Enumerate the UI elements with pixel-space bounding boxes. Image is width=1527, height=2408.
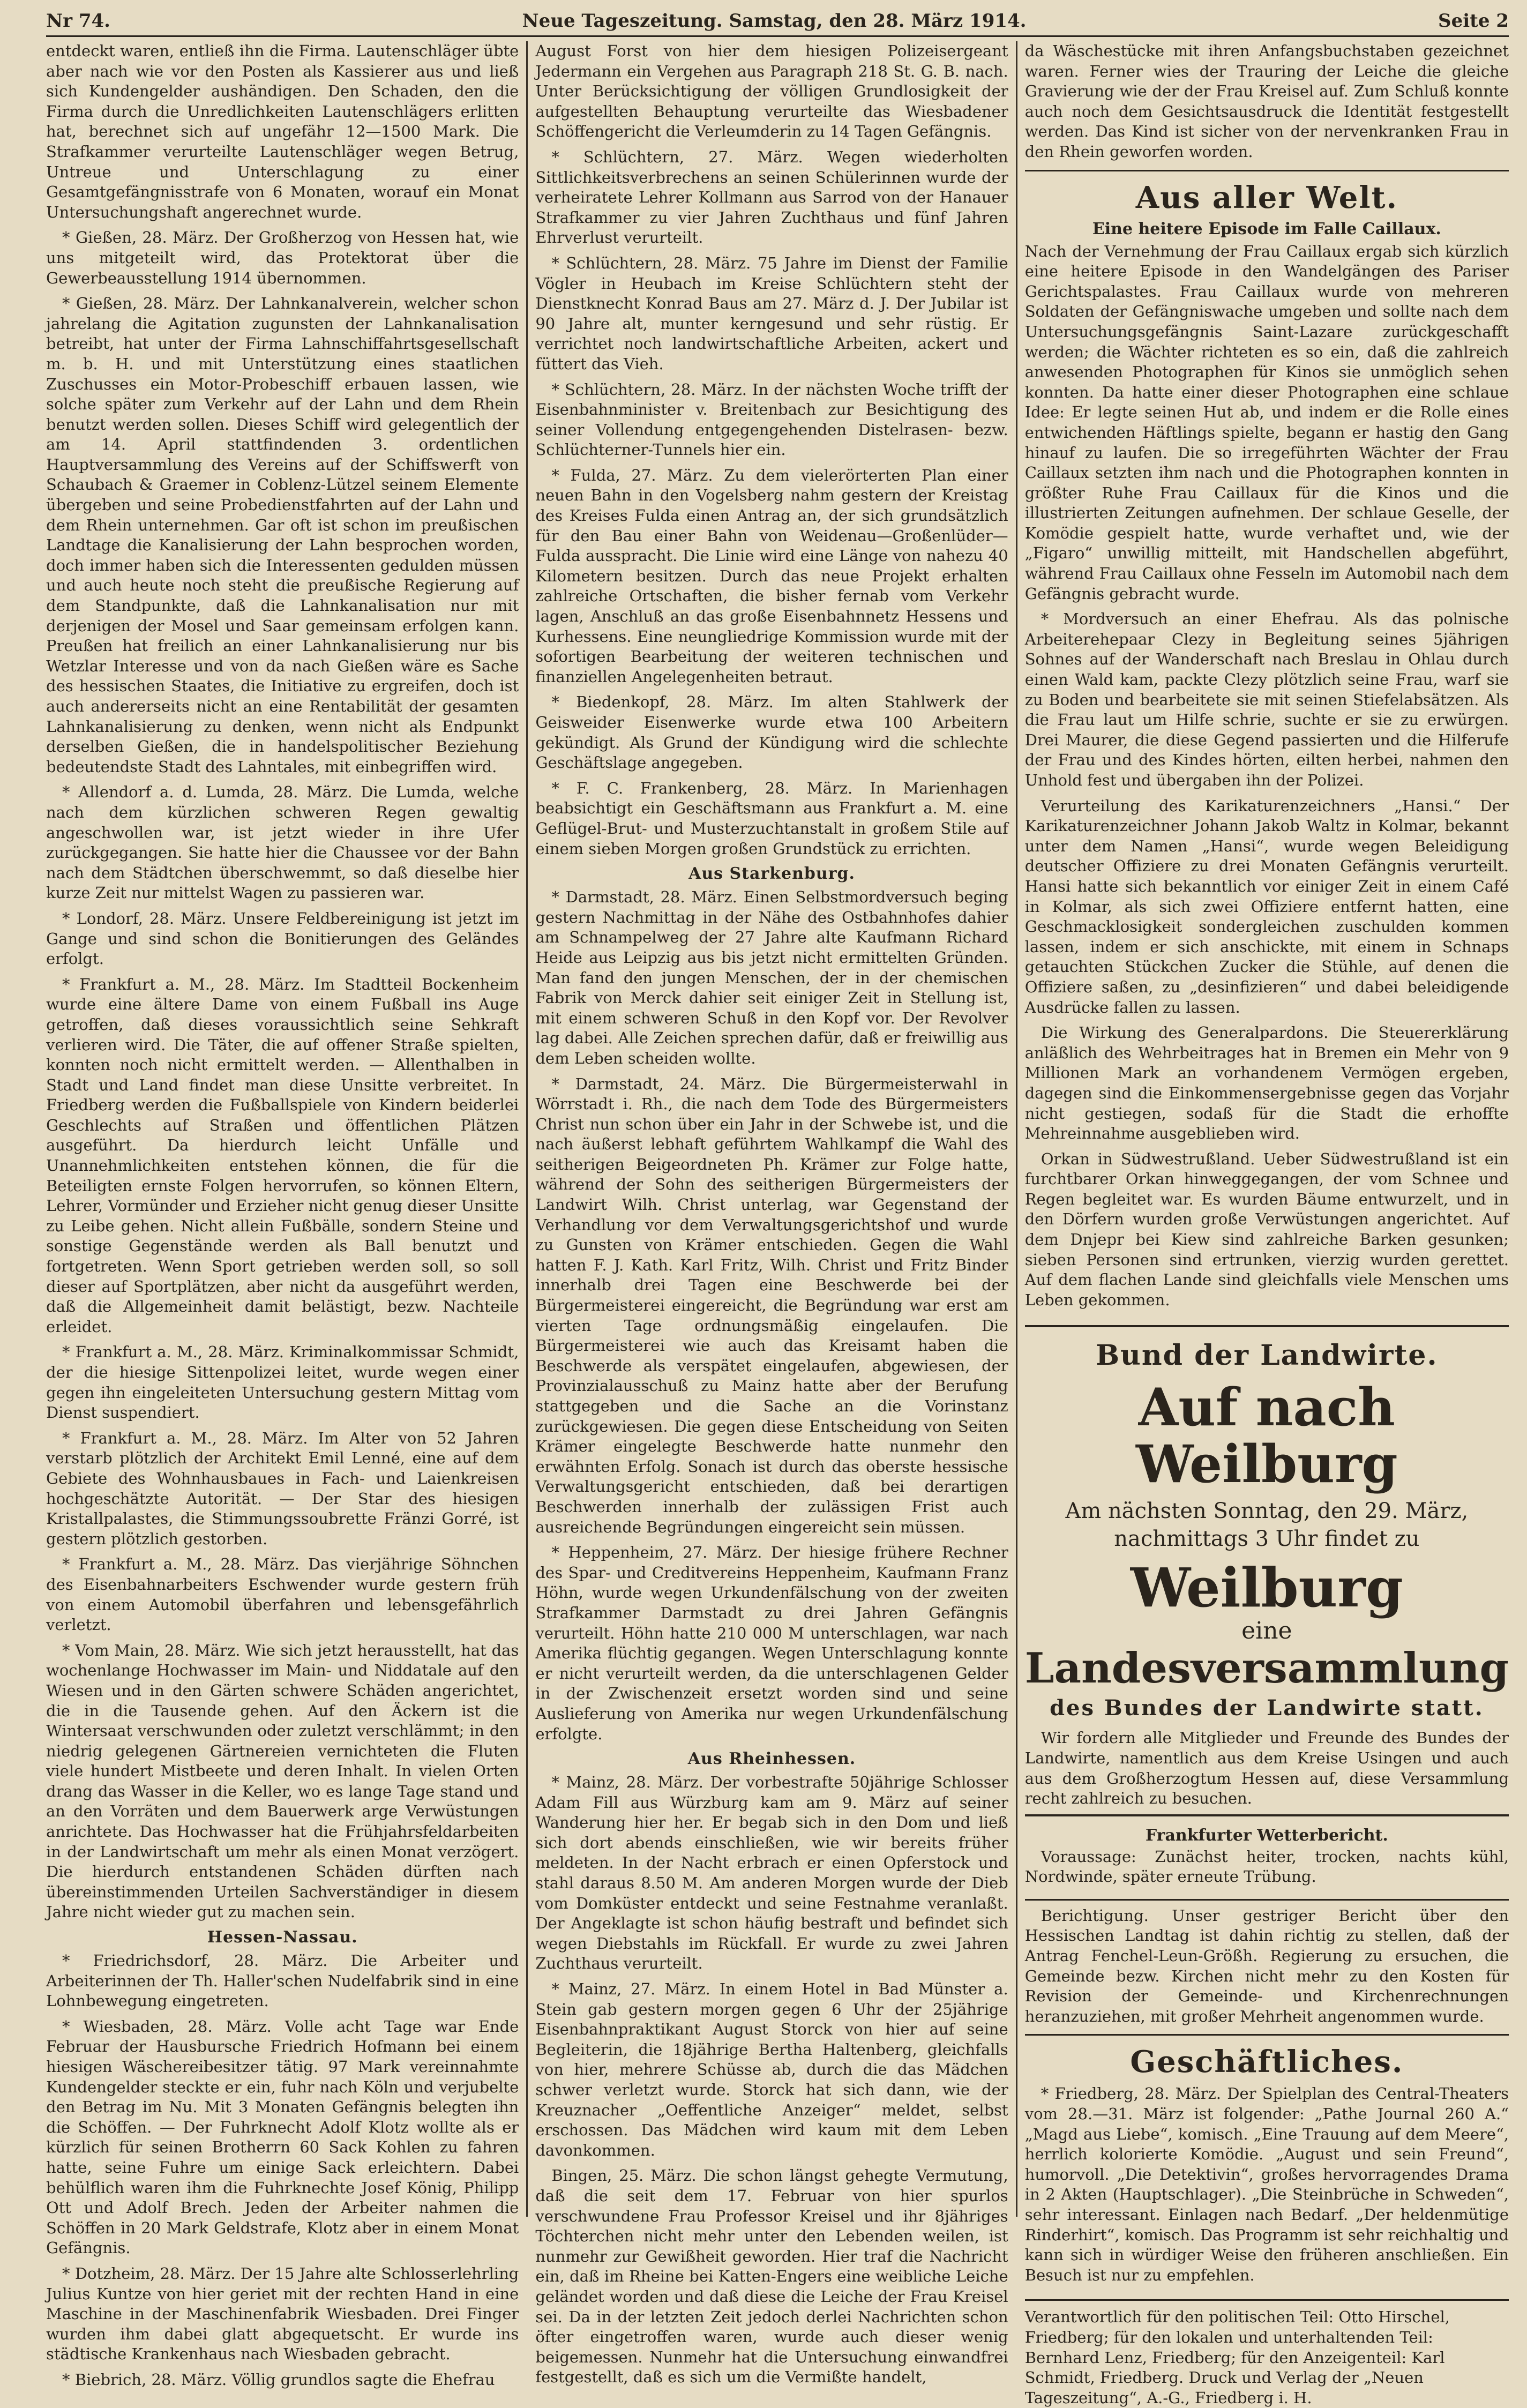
news-item: * Frankfurt a. M., 28. März. Im Stadtteil Bockenheim wurde eine ältere Dame von einem Fußball ins Auge getroffen, daß dieses voraussichtlich seine Sehkraft verlieren wird. Die Täter, die auf offener Straße spielten, konnten noch nicht ermittelt werden. — Allenthalben in Stadt und Land findet man diese Unsitte verbreitet. In Friedberg werden die Fußballspiele von Kindern beiderlei Geschlechts auf Straßen und öffentlichen Plätzen ausgeführt. Da hierdurch leicht Unfälle und Unannehmlichkeiten entstehen können, die für die Beteiligten ernste Folgen hervorrufen, so können Eltern, Lehrer, Vormünder und Erzieher nicht genug dieser Unsitte zu Leibe gehen. Nicht allein Fußbälle, sondern Steine und sonstige Gegenstände werden als Ball benutzt und fortgetreten. Wenn Sport getrieben werden soll, so soll dieser auf Sportplätzen, aber nicht da ausgeführt werden, daß die Allgemeinheit damit belästigt, bezw. Nachteile erleidet. <box>46 975 519 1336</box>
news-item: * Biedenkopf, 28. März. Im alten Stahlwerk der Geisweider Eisenwerke wurde etwa 100 Arbeitern gekündigt. Als Grund der Kündigung wird die schlechte Geschäftslage angegeben. <box>535 693 1008 772</box>
column-1 <box>46 41 519 2389</box>
news-item: * Schlüchtern, 27. März. Wegen wiederholten Sittlichkeitsverbrechens an seinen Schülerinnen wurde der verheiratete Lehrer Kollmann aus Sarrod von der Hanauer Strafkammer zu vier Jahren Zuchthaus und fünf Jahren Ehrverlust verurteilt. <box>535 147 1008 247</box>
world-news-list <box>1025 242 1509 1311</box>
section-heading: Aus Starkenburg. <box>688 864 855 884</box>
news-item: Verurteilung des Karikaturenzeichners „Hansi.“ Der Karikaturenzeichner Johann Jakob Waltz in Kolmar, bekannt unter dem Namen „Hansi“, wurde wegen Beleidigung deutscher Offiziere zu drei Monaten Gefängnis verurteilt. Hansi hatte sich bekanntlich vor einiger Zeit in einem Café in Kolmar, als sich zwei Offiziere entfernt hatten, eine Geschmacklosigkeit sondergleichen zuschulden kommen lassen, indem er sich anschickte, mit einem in Schnaps getauchten Stückchen Zucker die Stühle, auf denen die Offiziere saßen, zu „desinfizieren“ und dabei beleidigende Ausdrücke fallen zu lassen. <box>1024 796 1509 1016</box>
column-2 <box>526 41 1008 2387</box>
news-item: * Heppenheim, 27. März. Der hiesige frühere Rechner des Spar- und Creditvereins Heppenheim, Kaufmann Franz Höhn, wurde wegen Urkundenfälschung von der zweiten Strafkammer Darmstadt zu drei Jahren Gefängnis verurteilt. Höhn hatte 210 000 M unterschlagen, war nach Amerika flüchtig gegangen. Wegen Unterschlagung konnte er nicht verurteilt werden, da die unterschlagenen Gelder in der Zwischenzeit ersetzt worden sind und seine Auslieferung von Amerika nur wegen Urkundenfälschung erfolgte. <box>535 1543 1008 1743</box>
columns <box>46 41 1509 2407</box>
news-item: * Friedrichsdorf, 28. März. Die Arbeiter und Arbeiterinnen der Th. Haller'schen Nudelfabrik sind in eine Lohnbewegung eingetreten. <box>46 1951 519 2010</box>
news-item: * Darmstadt, 28. März. Einen Selbstmordversuch beging gestern Nachmittag in der Nähe des Ostbahnhofes dahier am Schnampelweg der 27 Jahre alte Kaufmann Richard Heide aus Leipzig aus bis jetzt nicht ermittelten Gründen. Man fand den jungen Menschen, der in der chemischen Fabrik von Merck dahier seit einiger Zeit in Stellung ist, mit einem schweren Schuß in den Kopf vor. Der Revolver lag dabei. Alle Zeichen sprechen dafür, daß er freiwillig aus dem Leben scheiden wollte. <box>535 888 1008 1067</box>
news-item: * Mordversuch an einer Ehefrau. Als das polnische Arbeiterehepaar Clezy in Begleitung seines 5jährigen Sohnes auf der Wanderschaft nach Breslau in Ohlau durch einen Wald kam, packte Clezy plötzlich seine Frau, warf sie zu Boden und bearbeitete sie mit seinen Stiefelabsätzen. Als die Frau laut um Hilfe schrie, suchte er sie zu erwürgen. Drei Maurer, die diese Gegend passierten und die Hilferufe der Frau und des Kindes hörten, eilten herbei, nahmen den Unhold fest und übergaben ihn der Polizei. <box>1024 610 1509 789</box>
issue-number: Nr 74. <box>46 10 110 32</box>
news-item: * Fulda, 27. März. Zu dem vielerörterten Plan einer neuen Bahn in den Vogelsberg nahm gestern der Kreistag des Kreises Fulda einen Antrag an, der sich grundsätzlich für den Bau einer Bahn von Weidenau—Großenlüder—Fulda ausspracht. Die Linie wird eine Länge von nahezu 40 Kilometern besitzen. Durch das neue Projekt erhalten zahlreiche Ortschaften, die bisher fernab vom Verkehr lagen, Anschluß an das große Eisenbahnnetz Hessens und Kurhessens. Eine neungliedrige Kommission wurde mit der sofortigen Bearbeitung der weiteren technischen und finanziellen Angelegenheiten betraut. <box>535 466 1008 686</box>
page-number: Seite 2 <box>1438 10 1509 32</box>
masthead-title: Neue Tageszeitung. Samstag, den 28. März 1914. <box>522 10 1027 32</box>
news-item: * Gießen, 28. März. Der Lahnkanalverein, welcher schon jahrelang die Agitation zugunsten der Lahnkanalisation betreibt, hat unter der Firma Lahnschiffahrtsgesellschaft m. b. H. und mit Unterstützung eines staatlichen Zuschusses ein Motor-Probeschiff erbauen lassen, wie solche später zum Verkehr auf der Lahn und dem Rhein benutzt werden sollen. Dieses Schiff wird gelegentlich der am 14. April stattfindenden 3. ordentlichen Hauptversammlung des Vereins auf der Schiffswerft von Schaubach & Graemer in Coblenz-Lützel seinem Elemente übergeben und seine Probedienstfahrten auf der Lahn und dem Rhein unternehmen. Gar oft ist schon im preußischen Landtage die Kanalisierung der Lahn besprochen worden, doch immer haben sich die Interessenten gedulden müssen und auch heute noch steht die preußische Regierung auf dem Standpunkte, daß die Lahnkanalisation nur mit derjenigen der Mosel und Saar gemeinsam erfolgen kann. Preußen hat freilich an einer Lahnkanalisierung nur bis Wetzlar Interesse und von da nach Gießen wäre es Sache des hessischen Staates, die Initiative zu ergreifen, doch ist auch andererseits nicht an eine Rentabilität der gesamten Lahnkanalisierung zu denken, wenn nicht als Endpunkt derselben Gießen, die in handelspolitischer Beziehung bedeutendste Stadt des Lahntales, mit einbegriffen wird. <box>46 294 519 776</box>
news-item: * Frankfurt a. M., 28. März. Das vierjährige Söhnchen des Eisenbahnarbeiters Eschwender wurde gestern früh von einem Automobil überfahren und lebensgefährlich verletzt. <box>46 1555 519 1634</box>
ad-article: eine <box>1241 1617 1292 1644</box>
imprint: Verantwortlich für den politischen Teil: Otto Hirschel, Friedberg; für den lokalen und unterhaltenden Teil: Bernhard Lenz, Friedberg; für den Anzeigenteil: Karl Schmidt, Friedberg. Druck und Verlag der „Neuen Tageszeitung“, A.-G., Friedberg i. H. <box>1025 2299 1509 2408</box>
section-heading: Aus Rheinhessen. <box>687 1749 856 1769</box>
news-item: Nach der Vernehmung der Frau Caillaux ergab sich kürzlich eine heitere Episode in den Wandelgängen des Pariser Gerichtspalastes. Frau Caillaux wurde von mehreren Soldaten der Gefängniswache umgeben und sollte nach dem Untersuchungsgefängnis Saint-Lazare zurückgeschafft werden; die Wächter richteten es so ein, daß die zahlreich anwesenden Photographen für Kinos sie unmöglich sehen konnten. Da hatte einer dieser Photographen eine schlaue Idee: Er legte seinen Hut ab, und indem er die Rolle eines entwichenden Häftlings spielte, begann er hastig den Gang hinauf zu laufen. Die so irregeführten Wächter der Frau Caillaux setzten ihm nach und die Photographen konnten in größter Ruhe Frau Caillaux für die Kinos und die illustrierten Zeitungen aufnehmen. Der schlaue Geselle, der Komödie gespielt hatte, wurde verhaftet und, wie der „Figaro“ unwillig mitteilt, mit Handschellen abgeführt, während Frau Caillaux ohne Fesseln im Automobil nach dem Gefängnis gebracht wurde. <box>1024 242 1509 603</box>
news-item: entdeckt waren, entließ ihn die Firma. Lautenschläger übte aber nach wie vor den Posten als Kassierer aus und ließ sich Kundengelder aushändigen. Den Schaden, den die Firma durch die Unredlichkeiten Lautenschlägers erlitten hat, berechnet sich auf ungefähr 12—1500 Mark. Die Strafkammer verurteilte Lautenschläger wegen Betrug, Untreue und Unterschlagung zu einer Gesamtgefängnisstrafe von 6 Monaten, worauf ein Monat Untersuchungshaft angerechnet wurde. <box>46 42 519 221</box>
news-item: * Allendorf a. d. Lumda, 28. März. Die Lumda, welche nach dem kürzlichen schweren Regen gewaltig angeschwollen war, ist jetzt wieder in ihre Ufer zurückgegangen. Sie hatte hier die Chaussee vor der Bahn nach dem Städtchen überschwemmt, so daß dieselbe hier kurze Zeit nur mittelst Wagen zu passieren war. <box>46 783 519 902</box>
advertisement <box>1025 1325 1509 1816</box>
ad-invitation: Am nächsten Sonntag, den 29. März, nachmittags 3 Uhr findet zu <box>1065 1498 1469 1551</box>
ad-event: Landesversammlung <box>1024 1643 1509 1693</box>
news-item: Die Wirkung des Generalpardons. Die Steuererklärung anläßlich des Wehrbeitrages hat in Bremen ein Mehr von 9 Millionen Mark an vorhandenem Vermögen ergeben, dagegen sind die Einkommensergebnisse gegen das Vorjahr nicht gestiegen, sodaß für die Stadt die erhoffte Mehreinnahme ausgeblieben wird. <box>1024 1023 1509 1143</box>
ad-place: Weilburg <box>1130 1556 1403 1619</box>
news-item: * Mainz, 27. März. In einem Hotel in Bad Münster a. Stein gab gestern morgen gegen 6 Uhr der 25jährige Eisenbahnpraktikant August Storck von hier auf seine Begleiterin, die 18jährige Bertha Haltenberg, gleichfalls von hier, mehrere Schüsse ab, durch die das Mädchen schwer verletzt wurde. Storck hat sich dann, wie der Kreuznacher „Oeffentliche Anzeiger“ meldet, selbst erschossen. Das Mädchen wird kaum mit dem Leben davonkommen. <box>535 1980 1008 2159</box>
section-title-world: Aus aller Welt. <box>1025 170 1509 215</box>
news-item: August Forst von hier dem hiesigen Polizeisergeant Jedermann ein Vergehen aus Paragraph 218 St. G. B. nach. Unter Berücksichtigung der völligen Grundlosigkeit der aufgestellten Behauptung verurteilte das Wiesbadener Schöffengericht die Verleumderin zu 14 Tagen Gefängnis. <box>535 42 1008 141</box>
divider <box>1025 1899 1509 1901</box>
news-item: * Frankfurt a. M., 28. März. Kriminalkommissar Schmidt, der die hiesige Sittenpolizei leitet, wurde wegen einer gegen ihn eingeleiteten Untersuchung gestern Mittag vom Dienst suspendiert. <box>46 1343 519 1422</box>
masthead <box>46 6 1509 37</box>
ad-slogan: Auf nach Weilburg <box>1136 1377 1398 1495</box>
news-item: * Darmstadt, 24. März. Die Bürgermeisterwahl in Wörrstadt i. Rh., die nach dem Tode des Bürgermeisters Christ nun schon über ein Jahr in der Schwebe ist, und die nach äußerst lebhaft geführtem Wahlkampf die Wahl des seitherigen Beigeordneten Ph. Krämer zur Folge hatte, während der Sohn des seitherigen Bürgermeisters der Landwirt Wilh. Christ unterlag, war Gegenstand der Verhandlung vor dem Verwaltungsgerichtshof und wurde zu Gunsten von Krämer entschieden. Gegen die Wahl hatten F. J. Kath. Karl Fritz, Wilh. Christ und Fritz Binder innerhalb drei Tagen eine Beschwerde bei der Bürgermeisterei eingereicht, die Begründung war erst am vierten Tage ordnungsmäßig eingelaufen. Die Bürgermeisterei wie auch das Kreisamt haben die Beschwerde als verspätet eingelaufen, abgewiesen, der Provinzialausschuß zu Mainz hatte aber der Berufung stattgegeben und die Sache an die Vorinstanz zurückgewiesen. Die gegen diese Entscheidung von Seiten Krämer eingelegte Beschwerde hatte nunmehr den erwähnten Erfolg. Sonach ist durch das oberste hessische Verwaltungsgericht entschieden, daß bei derartigen Beschwerden innerhalb der zulässigen Frist auch ausreichende Begründungen eingereicht sein müssen. <box>535 1074 1008 1536</box>
ad-organization: Bund der Landwirte. <box>1096 1339 1438 1372</box>
weather-forecast: Voraussage: Zunächst heiter, trocken, nachts kühl, Nordwinde, später erneute Trübung. <box>1024 1847 1509 1886</box>
section-title-business: Geschäftliches. <box>1025 2034 1509 2080</box>
weather-title: Frankfurter Wetterbericht. <box>1145 1826 1388 1845</box>
section-heading: Hessen-Nassau. <box>207 1928 358 1947</box>
column-3 <box>1016 41 1509 2407</box>
ad-body: Wir fordern alle Mitglieder und Freunde des Bundes der Landwirte, namentlich aus dem Kreise Usingen und auch aus dem Großherzogtum Hessen auf, diese Versammlung recht zahlreich zu besuchen. <box>1024 1729 1509 1808</box>
news-item: * Vom Main, 28. März. Wie sich jetzt herausstellt, hat das wochenlange Hochwasser im Main- und Niddatale auf den Wiesen und in den Gärten schwere Schäden angerichtet, die in die Tausende gehen. Auf den Äckern ist die Wintersaat verschwunden oder zuletzt verschlämmt; in den niedrig gelegenen Gärtnereien vernichteten die Fluten viele hundert Mistbeete und deren Inhalt. In vielen Orten drang das Wasser in die Keller, wo es lange Tage stand und an den Vorräten und dem Bauerwerk arge Verwüstungen anrichtete. Das Hochwasser hat die Frühjahrsfeldarbeiten in der Landwirtschaft um mehr als einen Monat verzögert. Die hierdurch entstandenen Schäden dürften nach übereinstimmenden Urteilen Sachverständiger in diesem Jahre nicht wieder gut zu machen sein. <box>46 1641 519 1921</box>
news-item: * Dotzheim, 28. März. Der 15 Jahre alte Schlosserlehrling Julius Kuntze von hier geriet mit der rechten Hand in eine Maschine in der Maschinenfabrik Wiesbaden. Drei Finger wurden ihm dabei glatt abgequetscht. Er wurde ins städtische Krankenhaus nach Wiesbaden gebracht. <box>46 2264 519 2364</box>
news-item: * Gießen, 28. März. Der Großherzog von Hessen hat, wie uns mitgeteilt wird, das Protektorat über die Gewerbeausstellung 1914 übernommen. <box>46 228 519 287</box>
news-item: * Schlüchtern, 28. März. In der nächsten Woche trifft der Eisenbahnminister v. Breitenbach zur Besichtigung des seiner Vollendung entgegengehenden Distelrasen- bezw. Schlüchterner-Tunnels hier ein. <box>535 380 1008 459</box>
news-item: Bingen, 25. März. Die schon längst gehegte Vermutung, daß die seit dem 17. Februar von hier spurlos verschwundene Frau Professor Kreisel und ihr 8jähriges Töchterchen nicht mehr unter den Lebenden weilen, ist nunmehr zur Gewißheit geworden. Hier traf die Nachricht ein, daß im Rheine bei Katten-Engers eine weibliche Leiche geländet worden und daß diese die Leiche der Frau Kreisel sei. Da in der letzten Zeit jedoch derlei Nachrichten schon öfter eingetroffen waren, wurde auch dieser wenig beigemessen. Nunmehr hat die Untersuchung einwandfrei festgestellt, daß es sich um die Vermißte handelt, <box>535 2166 1008 2387</box>
news-item: * F. C. Frankenberg, 28. März. In Marienhagen beabsichtigt ein Geschäftsmann aus Frankfurt a. M. eine Geflügel-Brut- und Musterzuchtanstalt in großem Stile auf einem sieben Morgen großen Grundstück zu errichten. <box>535 779 1008 858</box>
ad-organizer: des Bundes der Landwirte statt. <box>1050 1695 1484 1721</box>
business-notice: * Friedberg, 28. März. Der Spielplan des Central-Theaters vom 28.—31. März ist folgender: „Pathe Journal 260 A.“ „Magd aus Liebe“, komisch. „Eine Trauung auf dem Meere“, herrlich kolorierte Komödie. „August und sein Freund“, humorvoll. „Die Detektivin“, großes hervorragendes Drama in 2 Akten (Hauptschlager). „Die Steinbrüche in Schweden“, sehr interessant. Einlagen nach Bedarf. „Der heldenmütige Rinderhirt“, komisch. Das Programm ist sehr reichhaltig und kann sich in würdiger Weise den früheren anschließen. Ein Besuch ist nur zu empfehlen. <box>1024 2084 1509 2284</box>
news-item: * Biebrich, 28. März. Völlig grundlos sagte die Ehefrau <box>62 2370 495 2389</box>
news-item: * Frankfurt a. M., 28. März. Im Alter von 52 Jahren verstarb plötzlich der Architekt Emil Lenné, eine auf dem Gebiete des Wohnhausbaues in Fach- und Laienkreisen hochgeschätzte Autorität. — Der Star des hiesigen Kristallpalastes, die Stimmungssoubrette Fränzi Gorré, ist gestern plötzlich gestorben. <box>46 1429 519 1548</box>
news-item: Orkan in Südwestrußland. Ueber Südwestrußland ist ein furchtbarer Orkan hinweggegangen, der vom Schnee und Regen begleitet war. Es wurden Bäume entwurzelt, und in den Dörfern wurden große Verwüstungen angerichtet. Auf dem Dnjepr bei Kiew sind zahlreiche Barken gesunken; sieben Personen sind ertrunken, vierzig wurden gerettet. Auf dem flachen Lande sind gleichfalls viele Menschen ums Leben gekommen. <box>1024 1149 1509 1309</box>
news-item: * Mainz, 28. März. Der vorbestrafte 50jährige Schlosser Adam Fill aus Würzburg kam am 9. März auf seiner Wanderung hier her. Er begab sich in den Dom und ließ sich dort abends einschließen, wie wir bereits früher meldeten. In der Nacht erbrach er einen Opferstock und stahl daraus 8.50 M. Am anderen Morgen wurde der Dieb vom Domküster entdeckt und seine Festnahme veranlaßt. Der Angeklagte ist schon häufig bestraft und befindet sich wegen Diebstahls im Rückfall. Er wurde zu zwei Jahren Zuchthaus verurteilt. <box>535 1773 1008 1973</box>
correction-notice: Berichtigung. Unser gestriger Bericht über den Hessischen Landtag ist dahin richtig zu stellen, daß der Antrag Fenchel-Leun-Größh. Regierung zu ersuchen, die Gemeinde bezw. Kirchen nicht mehr zu den Kosten für Revision der Gemeinde- und Kirchenrechnungen heranzuziehen, mit großer Mehrheit angenommen wurde. <box>1024 1906 1509 2025</box>
article-headline: Eine heitere Episode im Falle Caillaux. <box>1092 219 1441 238</box>
news-item: * Wiesbaden, 28. März. Volle acht Tage war Ende Februar der Hausbursche Friedrich Hofmann bei einem hiesigen Wäschereibesitzer tätig. 97 Mark vereinnahmte Kundengelder steckte er ein, fuhr nach Köln und verjubelte den Betrag im Nu. Mit 3 Monaten Gefängnis belegten ihn die Schöffen. — Der Fuhrknecht Adolf Klotz wollte als er kürzlich für seinen Brotherrn 60 Sack Kohlen zu fahren hatte, seine Fuhre um einige Sack erleichtern. Dabei behülflich waren ihm die Fuhrknechte Josef König, Philipp Ott und Adolf Brech. Jeden der Arbeiter nahmen die Schöffen in 20 Mark Geldstrafe, Klotz aber in einem Monat Gefängnis. <box>46 2017 519 2257</box>
news-item: * Londorf, 28. März. Unsere Feldbereinigung ist jetzt im Gange und sind schon die Bonitierungen des Geländes erfolgt. <box>46 909 519 968</box>
news-item: * Schlüchtern, 28. März. 75 Jahre im Dienst der Familie Vögler in Heubach im Kreise Schlüchtern steht der Dienstknecht Konrad Baus am 27. März d. J. Der Jubilar ist 90 Jahre alt, munter kerngesund und sehr rüstig. Er verrichtet noch landwirtschaftliche Arbeiten, ackert und füttert das Vieh. <box>535 253 1008 373</box>
article-continuation: da Wäschestücke mit ihren Anfangsbuchstaben gezeichnet waren. Ferner wies der Trauring der Leiche die gleiche Gravierung wie der der Frau Kreisel auf. Zum Schluß konnte auch noch dem Gesichtsausdruck die Identität festgestellt werden. Das Kind ist sicher von der nervenkranken Frau in den Rhein geworfen worden. <box>1024 42 1509 161</box>
